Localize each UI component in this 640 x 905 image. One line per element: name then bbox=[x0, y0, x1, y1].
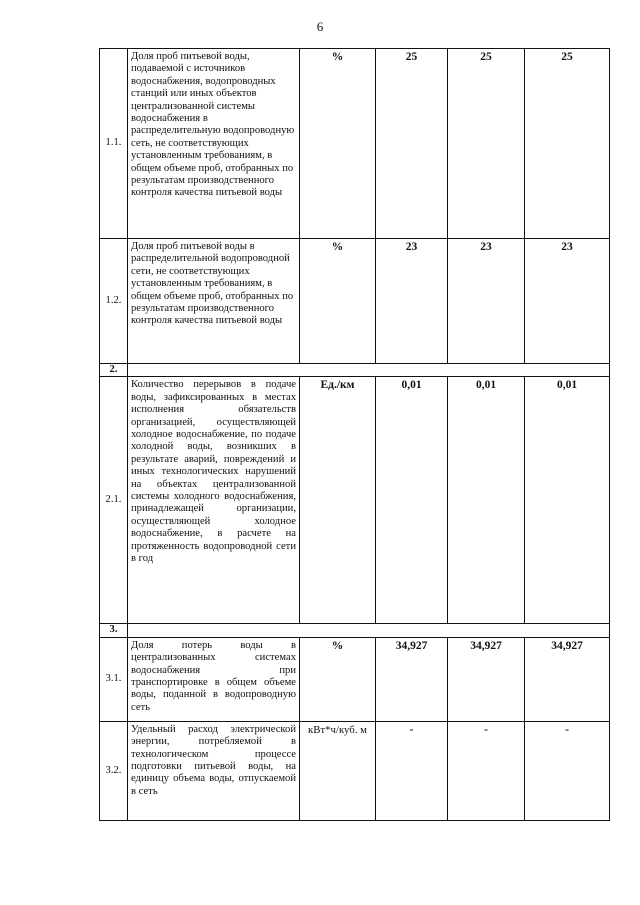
value-cell-1: 23 bbox=[376, 239, 448, 364]
table-row bbox=[100, 377, 610, 624]
section-number: 3. bbox=[100, 624, 128, 637]
unit-cell: Ед./км bbox=[300, 377, 376, 624]
row-number: 3.2. bbox=[100, 721, 128, 820]
value-cell-2: 23 bbox=[448, 239, 525, 364]
row-number: 1.1. bbox=[100, 49, 128, 239]
table-row bbox=[100, 239, 610, 364]
value-cell-1: - bbox=[376, 721, 448, 820]
value-cell-1: 0,01 bbox=[376, 377, 448, 624]
value-cell-3: - bbox=[525, 721, 610, 820]
section-title bbox=[128, 624, 610, 637]
row-number: 2.1. bbox=[100, 377, 128, 624]
unit-cell: % bbox=[300, 49, 376, 239]
indicator-name: Количество перерывов в подаче воды, зафиксированных в местах исполнения обязательств организацией, осуществляющей холодное водоснабжение, по подаче холодной воды, возникших в результате аварий, повреждений и иных технологических нарушений на объектах централизованной системы холодного водоснабжения, принадлежащей организации, осуществляющей холодное водоснабжение, в расчете на протяженность водопроводной сети в год bbox=[128, 377, 300, 624]
indicator-name: Доля проб питьевой воды, подаваемой с источников водоснабжения, водопроводных станций или иных объектов централизованной системы водоснабжения в распределительную водопроводную сеть, не соответствующих установленным требованиям, в общем объеме проб, отобранных по результатам производственного контроля качества питьевой воды bbox=[128, 49, 300, 239]
indicator-name: Доля потерь воды в централизованных системах водоснабжения при транспортировке в общем объеме воды, поданной в водопроводную сеть bbox=[128, 637, 300, 721]
table-row bbox=[100, 49, 610, 239]
value-cell-2: 0,01 bbox=[448, 377, 525, 624]
indicators-table bbox=[99, 48, 610, 821]
value-cell-3: 34,927 bbox=[525, 637, 610, 721]
table-row bbox=[100, 637, 610, 721]
value-cell-2: 34,927 bbox=[448, 637, 525, 721]
value-cell-2: 25 bbox=[448, 49, 525, 239]
indicator-name: Удельный расход электрической энергии, потребляемой в технологическом процессе подготовки питьевой воды, на единицу объема воды, отпускаемой в сеть bbox=[128, 721, 300, 820]
indicator-name: Доля проб питьевой воды в распределительной водопроводной сети, не соответствующих установленным требованиям, в общем объеме проб, отобранных по результатам производственного контроля качества питьевой воды bbox=[128, 239, 300, 364]
value-cell-1: 25 bbox=[376, 49, 448, 239]
section-number: 2. bbox=[100, 364, 128, 377]
value-cell-3: 23 bbox=[525, 239, 610, 364]
row-number: 3.1. bbox=[100, 637, 128, 721]
value-cell-3: 25 bbox=[525, 49, 610, 239]
unit-cell: % bbox=[300, 637, 376, 721]
unit-cell: % bbox=[300, 239, 376, 364]
section-row bbox=[100, 364, 610, 377]
section-row bbox=[100, 624, 610, 637]
unit-cell: кВт*ч/куб. м bbox=[300, 721, 376, 820]
value-cell-1: 34,927 bbox=[376, 637, 448, 721]
table-row bbox=[100, 721, 610, 820]
section-title bbox=[128, 364, 610, 377]
row-number: 1.2. bbox=[100, 239, 128, 364]
value-cell-2: - bbox=[448, 721, 525, 820]
value-cell-3: 0,01 bbox=[525, 377, 610, 624]
page-number: 6 bbox=[316, 19, 324, 34]
